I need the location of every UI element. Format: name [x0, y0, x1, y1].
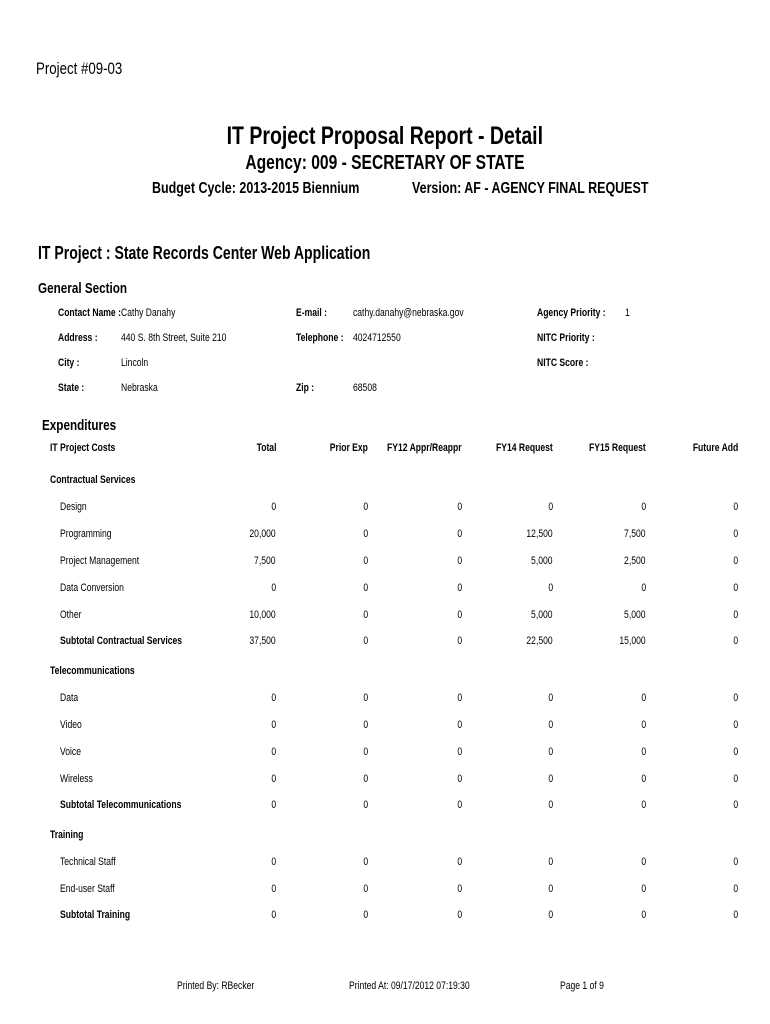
table-cell: 0	[271, 582, 276, 594]
table-cell: 0	[271, 856, 276, 868]
table-cell: 0	[271, 692, 276, 704]
group-label: Training	[50, 829, 84, 841]
table-cell: 0	[363, 746, 368, 758]
table-cell: 0	[457, 501, 462, 513]
table-cell: 0	[733, 799, 738, 811]
table-cell: 0	[457, 883, 462, 895]
table-cell: 0	[363, 773, 368, 785]
zip-label: Zip :	[296, 382, 315, 394]
agency-priority-value: 1	[625, 307, 630, 319]
table-cell: 0	[363, 883, 368, 895]
table-cell: 0	[363, 692, 368, 704]
address-label: Address :	[58, 332, 98, 344]
agency-priority-label: Agency Priority :	[537, 307, 606, 319]
row-label: End-user Staff	[60, 883, 115, 895]
table-cell: 0	[548, 773, 553, 785]
header-fy15: FY15 Request	[589, 442, 646, 454]
table-cell: 0	[363, 799, 368, 811]
table-cell: 0	[363, 909, 368, 921]
address-value: 440 S. 8th Street, Suite 210	[121, 332, 227, 344]
state-label: State :	[58, 382, 85, 394]
header-fy14: FY14 Request	[496, 442, 553, 454]
table-cell: 10,000	[249, 609, 276, 621]
table-cell: 0	[641, 746, 646, 758]
table-cell: 0	[363, 609, 368, 621]
table-cell: 0	[271, 883, 276, 895]
row-label: Programming	[60, 528, 112, 540]
table-cell: 0	[548, 746, 553, 758]
city-value: Lincoln	[121, 357, 149, 369]
table-cell: 0	[363, 528, 368, 540]
table-cell: 0	[363, 555, 368, 567]
budget-cycle: Budget Cycle: 2013-2015 Biennium	[152, 180, 360, 197]
table-cell: 0	[457, 856, 462, 868]
table-cell: 7,500	[624, 528, 646, 540]
table-cell: 0	[457, 582, 462, 594]
row-label: Video	[60, 719, 82, 731]
table-cell: 0	[457, 719, 462, 731]
header-fy12: FY12 Appr/Reappr	[387, 442, 462, 454]
table-cell: 0	[363, 635, 368, 647]
table-cell: 0	[641, 883, 646, 895]
subtotal-label: Subtotal Telecommunications	[60, 799, 182, 811]
table-cell: 0	[457, 635, 462, 647]
table-cell: 0	[363, 501, 368, 513]
contact-name-label: Contact Name :	[58, 307, 121, 319]
printed-by: Printed By: RBecker	[177, 980, 255, 992]
table-cell: 0	[733, 528, 738, 540]
table-cell: 0	[733, 501, 738, 513]
table-cell: 0	[641, 773, 646, 785]
email-value: cathy.danahy@nebraska.gov	[353, 307, 464, 319]
table-cell: 0	[641, 856, 646, 868]
header-it-project-costs: IT Project Costs	[50, 442, 116, 454]
table-cell: 0	[363, 856, 368, 868]
table-cell: 7,500	[254, 555, 276, 567]
subtotal-label: Subtotal Training	[60, 909, 131, 921]
table-cell: 0	[548, 692, 553, 704]
table-cell: 5,000	[531, 609, 553, 621]
zip-value: 68508	[353, 382, 377, 394]
email-label: E-mail :	[296, 307, 327, 319]
city-label: City :	[58, 357, 80, 369]
version-line: Version: AF - AGENCY FINAL REQUEST	[412, 180, 649, 197]
group-label: Contractual Services	[50, 474, 136, 486]
table-cell: 0	[641, 719, 646, 731]
table-cell: 5,000	[624, 609, 646, 621]
row-label: Technical Staff	[60, 856, 116, 868]
nitc-priority-label: NITC Priority :	[537, 332, 595, 344]
table-cell: 0	[733, 555, 738, 567]
nitc-score-label: NITC Score :	[537, 357, 589, 369]
row-label: Data Conversion	[60, 582, 124, 594]
table-cell: 0	[457, 773, 462, 785]
table-cell: 0	[271, 746, 276, 758]
table-cell: 0	[733, 635, 738, 647]
table-cell: 0	[271, 719, 276, 731]
project-name: IT Project : State Records Center Web Application	[38, 243, 371, 263]
table-cell: 0	[363, 719, 368, 731]
table-cell: 0	[457, 692, 462, 704]
state-value: Nebraska	[121, 382, 158, 394]
table-cell: 0	[457, 528, 462, 540]
general-section-title: General Section	[38, 280, 128, 297]
table-cell: 0	[548, 501, 553, 513]
row-label: Voice	[60, 746, 81, 758]
table-cell: 0	[548, 909, 553, 921]
table-cell: 12,500	[526, 528, 553, 540]
table-cell: 0	[271, 799, 276, 811]
table-cell: 0	[733, 909, 738, 921]
printed-at: Printed At: 09/17/2012 07:19:30	[349, 980, 470, 992]
table-cell: 0	[457, 746, 462, 758]
header-total: Total	[256, 442, 276, 454]
table-cell: 0	[457, 799, 462, 811]
table-cell: 0	[548, 883, 553, 895]
table-cell: 0	[363, 582, 368, 594]
header-future-add: Future Add	[692, 442, 738, 454]
table-cell: 20,000	[249, 528, 276, 540]
table-cell: 0	[457, 609, 462, 621]
table-cell: 2,500	[624, 555, 646, 567]
header-prior-exp: Prior Exp	[329, 442, 368, 454]
table-cell: 0	[641, 909, 646, 921]
table-cell: 0	[641, 501, 646, 513]
project-id: Project #09-03	[36, 59, 123, 78]
table-cell: 0	[733, 692, 738, 704]
row-label: Design	[60, 501, 87, 513]
table-cell: 0	[733, 746, 738, 758]
table-cell: 0	[271, 773, 276, 785]
table-cell: 0	[733, 582, 738, 594]
table-cell: 0	[271, 909, 276, 921]
table-cell: 0	[548, 799, 553, 811]
table-cell: 15,000	[619, 635, 646, 647]
report-title: IT Project Proposal Report - Detail	[226, 122, 544, 150]
telephone-label: Telephone :	[296, 332, 344, 344]
contact-name-value: Cathy Danahy	[121, 307, 176, 319]
row-label: Wireless	[60, 773, 93, 785]
agency-line: Agency: 009 - SECRETARY OF STATE	[245, 152, 525, 174]
table-cell: 0	[457, 555, 462, 567]
page-number: Page 1 of 9	[560, 980, 604, 992]
table-cell: 0	[548, 719, 553, 731]
subtotal-label: Subtotal Contractual Services	[60, 635, 183, 647]
table-cell: 0	[457, 909, 462, 921]
table-cell: 0	[733, 883, 738, 895]
row-label: Data	[60, 692, 79, 704]
table-cell: 37,500	[249, 635, 276, 647]
table-cell: 22,500	[526, 635, 553, 647]
expenditures-title: Expenditures	[42, 417, 117, 434]
table-cell: 0	[641, 799, 646, 811]
table-cell: 5,000	[531, 555, 553, 567]
table-cell: 0	[641, 692, 646, 704]
row-label: Project Management	[60, 555, 140, 567]
group-label: Telecommunications	[50, 665, 135, 677]
table-cell: 0	[641, 582, 646, 594]
table-cell: 0	[548, 582, 553, 594]
telephone-value: 4024712550	[353, 332, 401, 344]
table-cell: 0	[548, 856, 553, 868]
table-cell: 0	[733, 609, 738, 621]
table-cell: 0	[733, 719, 738, 731]
table-cell: 0	[733, 773, 738, 785]
table-cell: 0	[733, 856, 738, 868]
table-cell: 0	[271, 501, 276, 513]
row-label: Other	[60, 609, 82, 621]
